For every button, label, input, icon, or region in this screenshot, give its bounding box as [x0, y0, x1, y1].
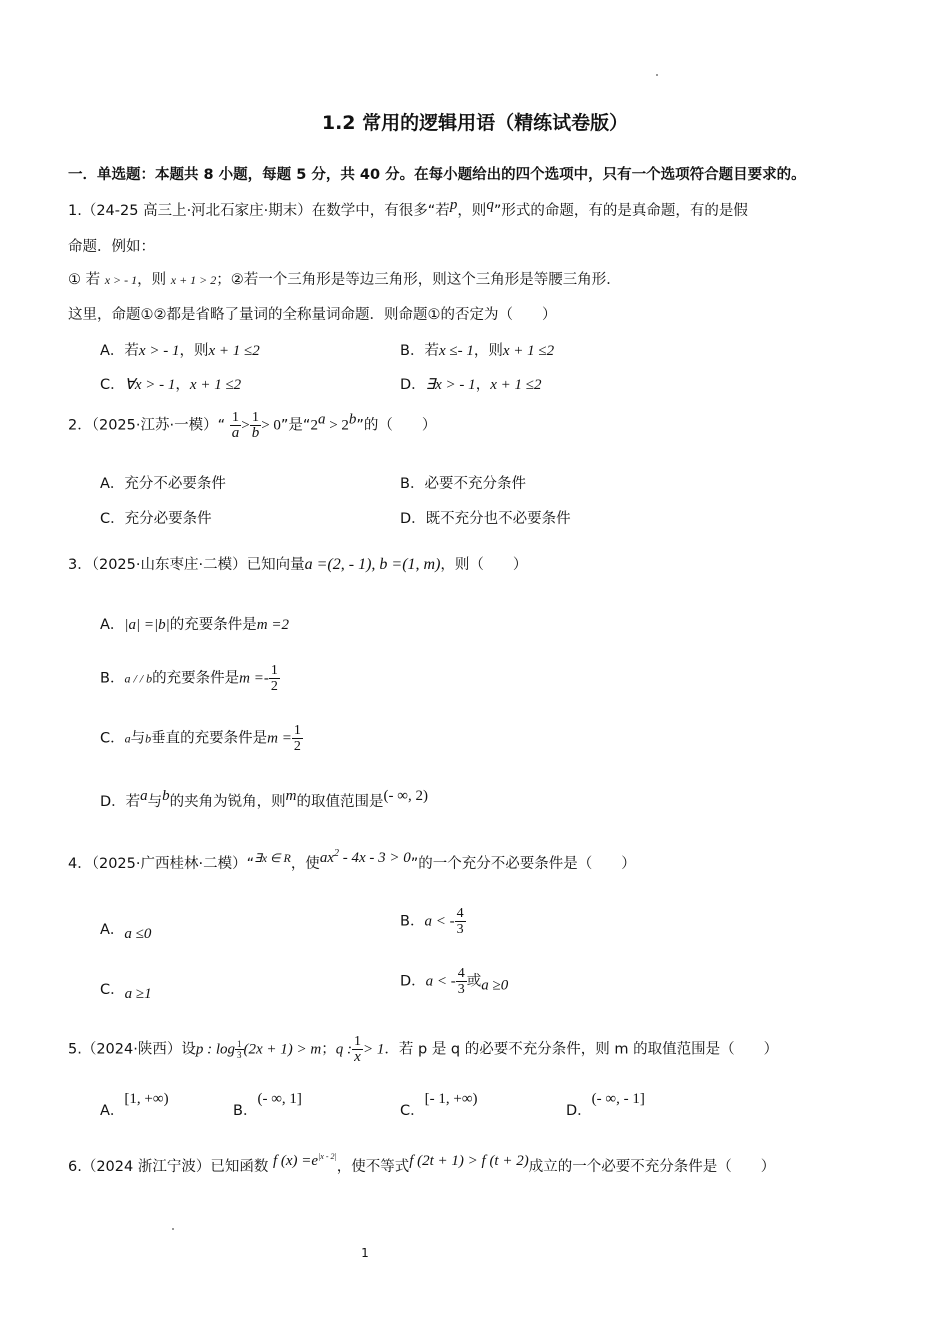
q4-option-c: C．$_{a \ge 1}$: [100, 982, 152, 1002]
q2-option-c: C．充分必要条件: [100, 511, 212, 527]
q5-stem: 5.（2024·陕西）设p : log $\frac{1}{3}$ (2x + 1) > m；q : $\frac{1}{x}$ > 1．若 p 是 q 的必要不充分条件，则 m 的取值范围是（ ）: [68, 1034, 779, 1065]
q5-option-c: C．[- 1, +∞): [400, 1091, 478, 1119]
q2-stem: 2．（2025·江苏·一模）“ $\frac{1}{a}$ > $\frac{1}{b}$ > 0”是“$2^a > 2^b$”的（ ）: [68, 410, 437, 441]
q1-option-c: C．∀x > - 1，x + 1 ≤2: [100, 377, 242, 393]
q2-frac-1b: $\frac{1}{b}$: [251, 410, 260, 441]
q5-option-d: D．(- ∞, - 1]: [566, 1091, 645, 1119]
page-number: 1: [361, 1246, 369, 1260]
page-title: 1.2 常用的逻辑用语（精练试卷版）: [321, 112, 629, 134]
q3-option-b: B．a / / b的充要条件是m =- $\frac{1}{2}$: [100, 663, 278, 694]
q4-option-b: B．a < - $\frac{4}{3}$: [400, 906, 464, 937]
q2-frac-1a: $\frac{1}{a}$: [231, 410, 240, 441]
q1-option-b: B．若x ≤- 1，则x + 1 ≤2: [400, 343, 555, 359]
q3-option-d: D．若$^a$与$^b$的夹角为锐角，则$^m$的取值范围是$^{(- \infty, 2)}$: [100, 788, 428, 810]
q4-stem: 4．（2025·广西桂林·二模）“$^{\exists x \in R}$，使$^{ax^2 - 4x - 3 > 0}$”的一个充分不必要条件是（ ）: [68, 848, 636, 872]
q1-stem: 1.（24-25 高三上·河北石家庄·期末）在数学中，有很多“若$^p$，则$^q$”形式的命题，有的是真命题，有的是假: [68, 197, 748, 219]
q3-option-a: A．|a| =|b|的充要条件是m =2: [100, 617, 290, 633]
q5-option-b: B．(- ∞, 1]: [233, 1091, 302, 1119]
q1-option-d: D．∃x > - 1，x + 1 ≤2: [400, 377, 542, 393]
q1-line3: ① 若 x > - 1，则 x + 1 > 2；②若一个三角形是等边三角形，则这个三角形是等腰三角形．: [68, 272, 621, 288]
section-heading: 一．单选题：本题共 8 小题，每题 5 分，共 40 分。在每小题给出的四个选项中，只有一个选项符合题目要求的。: [68, 167, 806, 183]
scan-dot: [656, 74, 658, 76]
q6-stem: 6.（2024 浙江宁波）已知函数 $^{f (x) =e^{|x - 2|}}$，使不等式$^{f (2t + 1) > f (t + 2)}$成立的一个必要不充分条件是（ ）: [68, 1152, 776, 1175]
q4-option-a: A．$_{a \le 0}$: [100, 922, 152, 942]
q3-option-c: C．a与b垂直的充要条件是m = $\frac{1}{2}$: [100, 723, 301, 754]
q5-option-a: A．[1, +∞): [100, 1091, 169, 1119]
q4-option-d: D．a < - $\frac{4}{3}$ 或$_{a \ge 0}$: [400, 966, 509, 997]
q2-option-a: A．充分不必要条件: [100, 476, 226, 492]
scan-dot: [172, 1228, 174, 1230]
q1-line4: 这里，命题①②都是省略了量词的全称量词命题．则命题①的否定为（ ）: [68, 307, 557, 323]
q1-line2: 命题．例如：: [68, 239, 155, 255]
q2-option-b: B．必要不充分条件: [400, 476, 526, 492]
q3-stem: 3．（2025·山东枣庄·二模）已知向量a =(2, - 1), b =(1, m)，则（ ）: [68, 556, 528, 573]
q1-option-a: A．若x > - 1，则x + 1 ≤2: [100, 343, 260, 359]
q2-option-d: D．既不充分也不必要条件: [400, 511, 571, 527]
